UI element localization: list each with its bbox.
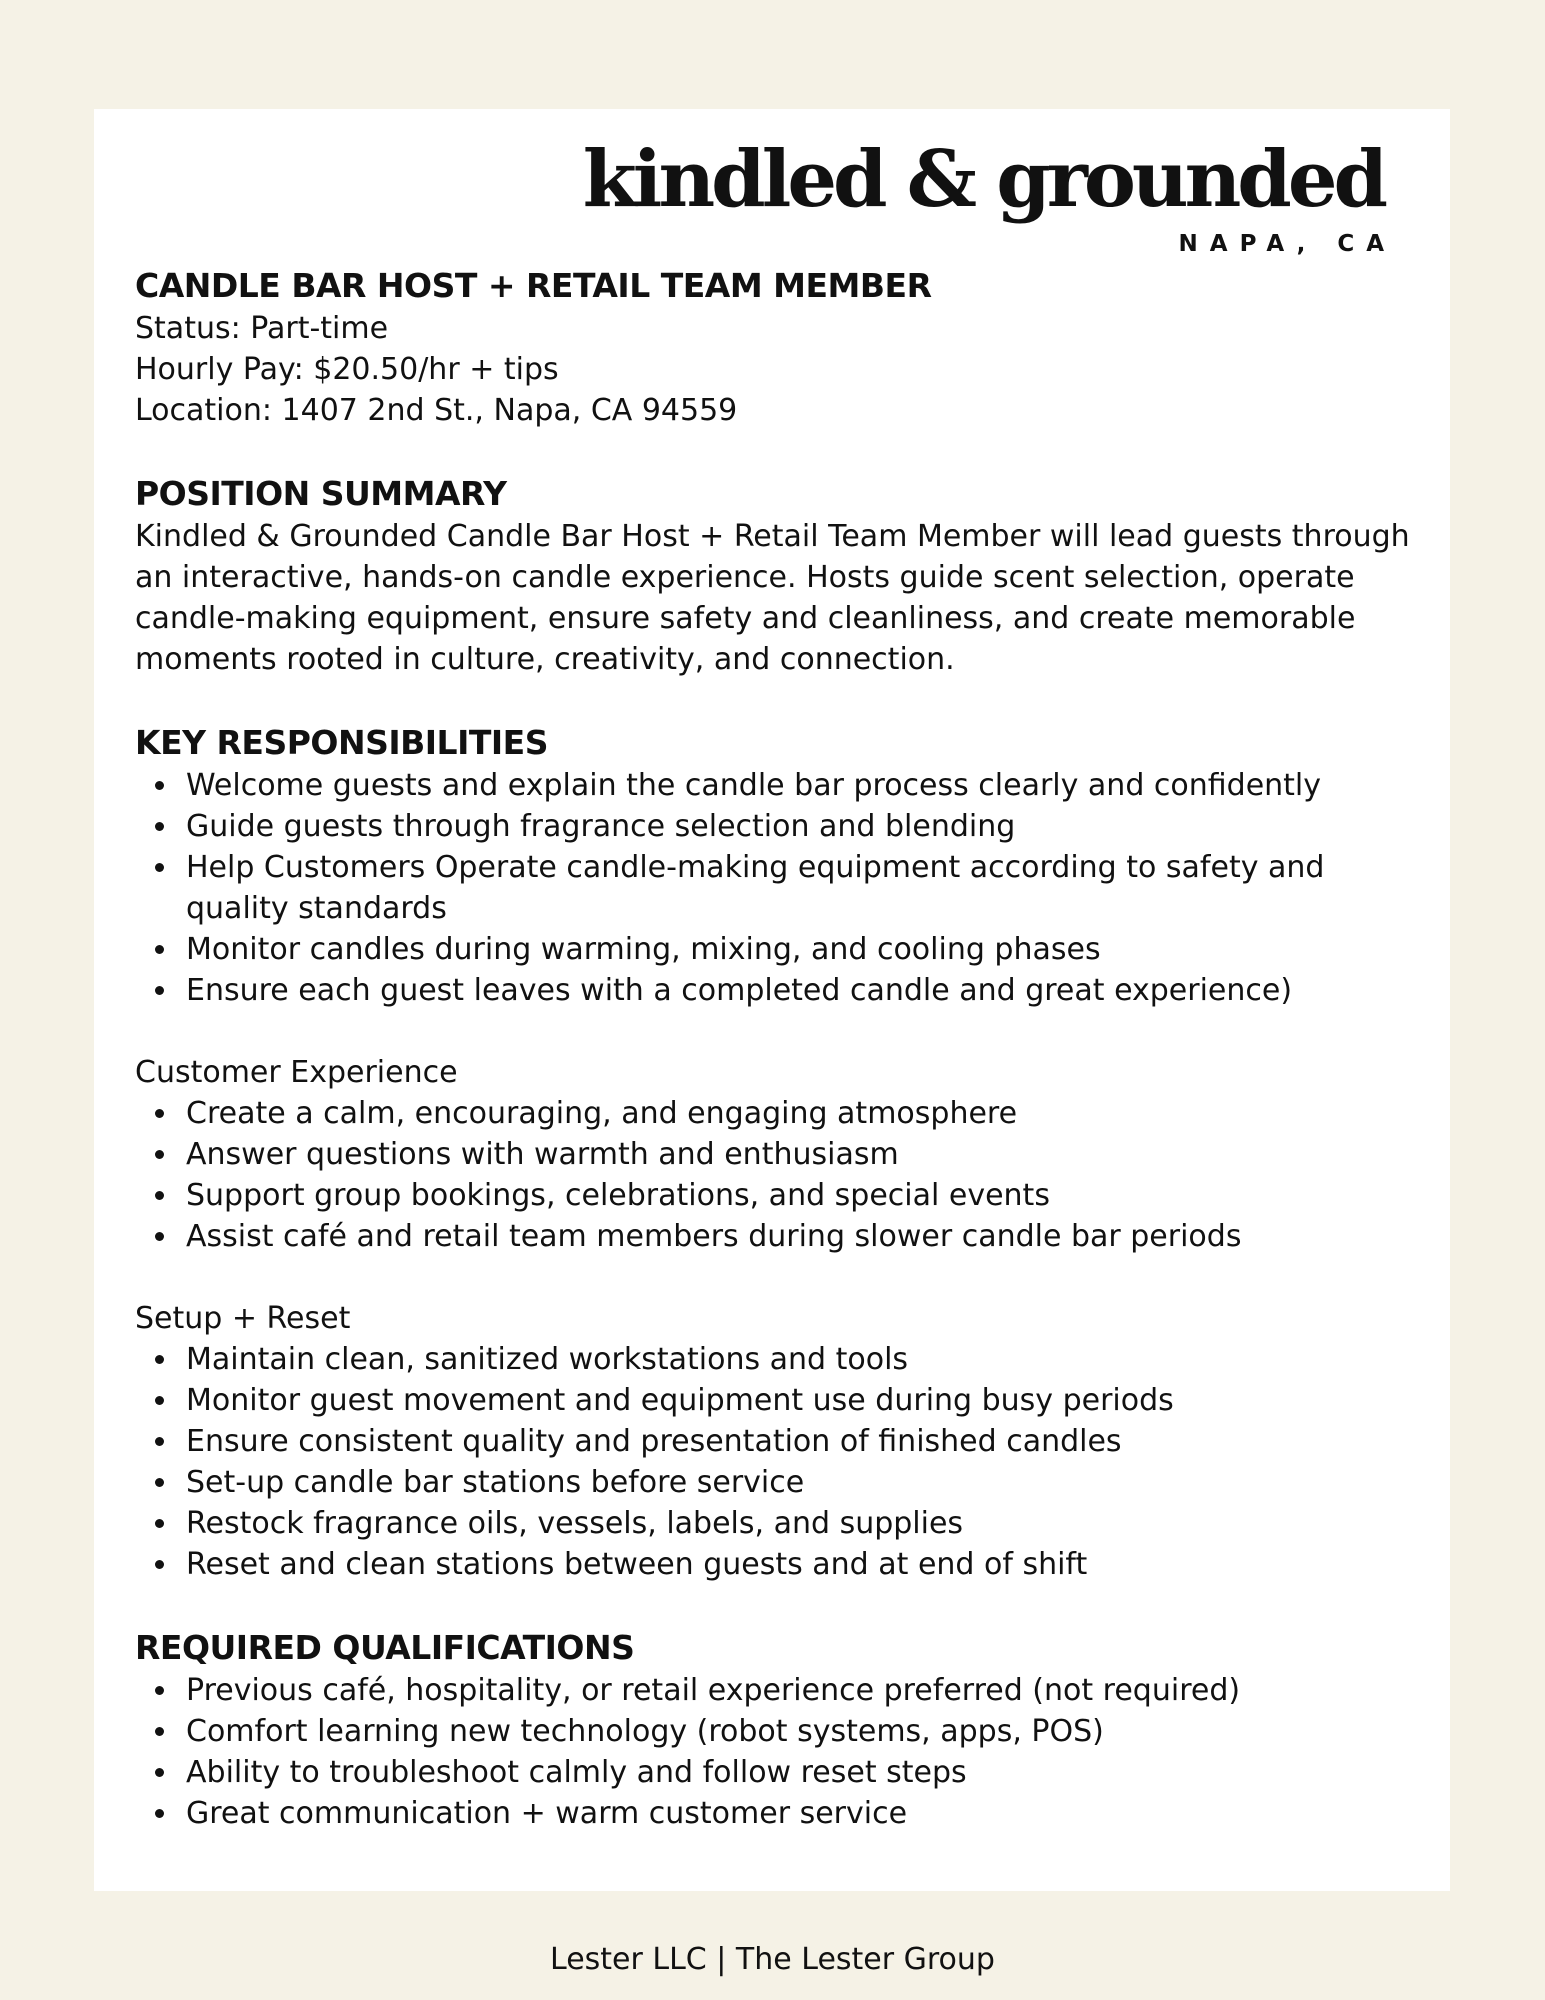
summary-text: Kindled & Grounded Candle Bar Host + Retail Team Member will lead guests through an interactive, hands-on candle experience. Hosts guide scent selection, operate candle-making equipment, ensure safety and cleanliness, and create memorable moments rooted in culture, creativity, and connection. [135, 519, 1410, 677]
responsibilities-list [135, 765, 1425, 1011]
list-item: Welcome guests and explain the candle bar process clearly and confidently [135, 765, 1425, 806]
customer-experience-list [135, 1093, 1425, 1257]
job-status: Status: Part-time [135, 311, 389, 346]
list-item: Support group bookings, celebrations, and special events [135, 1175, 1425, 1216]
responsibilities-heading: KEY RESPONSIBILITIES [135, 723, 548, 762]
list-item: Monitor candles during warming, mixing, and cooling phases [135, 929, 1425, 970]
brand-location: NAPA, CA [1178, 231, 1396, 257]
page-footer: Lester LLC | The Lester Group [550, 1942, 995, 1977]
job-location: Location: 1407 2nd St., Napa, CA 94559 [135, 393, 738, 428]
list-item: Maintain clean, sanitized workstations and tools [135, 1339, 1425, 1380]
list-item: Guide guests through fragrance selection and blending [135, 806, 1425, 847]
list-item: Ensure each guest leaves with a completed candle and great experience) [135, 970, 1425, 1011]
list-item: Assist café and retail team members during slower candle bar periods [135, 1216, 1425, 1257]
qualifications-heading: REQUIRED QUALIFICATIONS [135, 1628, 635, 1667]
qualifications-list [135, 1670, 1425, 1834]
list-item: Monitor guest movement and equipment use during busy periods [135, 1380, 1425, 1421]
brand-header [582, 134, 1396, 259]
job-title: CANDLE BAR HOST + RETAIL TEAM MEMBER [135, 266, 932, 305]
list-item: Answer questions with warmth and enthusiasm [135, 1134, 1425, 1175]
setup-reset-list [135, 1339, 1425, 1585]
job-pay: Hourly Pay: $20.50/hr + tips [135, 352, 559, 387]
list-item: Great communication + warm customer service [135, 1793, 1425, 1834]
list-item: Ability to troubleshoot calmly and follow reset steps [135, 1752, 1425, 1793]
list-item: Ensure consistent quality and presentation of finished candles [135, 1421, 1425, 1462]
list-item: Create a calm, encouraging, and engaging atmosphere [135, 1093, 1425, 1134]
list-item: Restock fragrance oils, vessels, labels, and supplies [135, 1503, 1425, 1544]
setup-reset-heading: Setup + Reset [135, 1301, 351, 1336]
brand-logo: kindled & grounded [582, 134, 1384, 225]
list-item: Set-up candle bar stations before service [135, 1462, 1425, 1503]
summary-heading: POSITION SUMMARY [135, 474, 507, 513]
list-item: Comfort learning new technology (robot systems, apps, POS) [135, 1711, 1425, 1752]
customer-experience-heading: Customer Experience [135, 1055, 458, 1090]
list-item: Help Customers Operate candle-making equipment according to safety and quality standards [135, 847, 1425, 929]
list-item: Previous café, hospitality, or retail experience preferred (not required) [135, 1670, 1425, 1711]
job-posting-card [94, 109, 1450, 1891]
posting-content [135, 264, 1425, 1834]
list-item: Reset and clean stations between guests and at end of shift [135, 1544, 1425, 1585]
